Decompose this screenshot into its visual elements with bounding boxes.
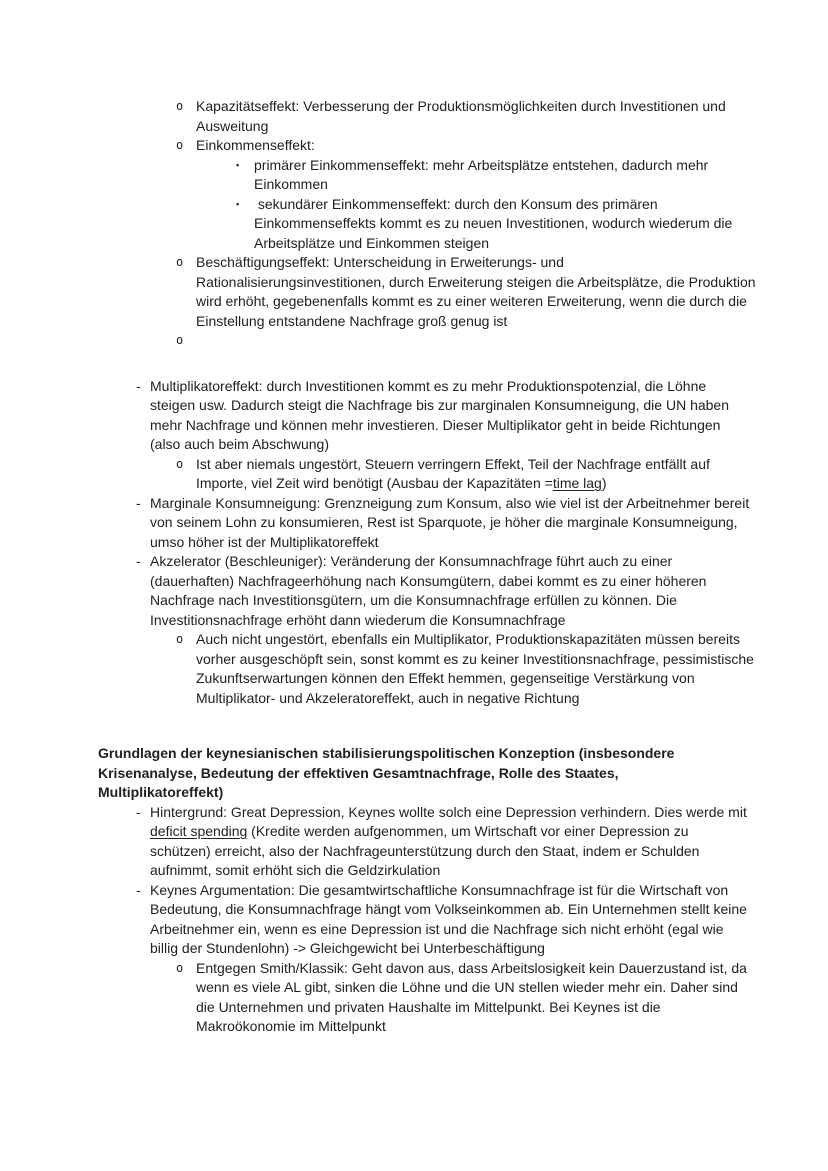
item-text (254, 195, 754, 254)
item-text (254, 156, 754, 195)
list-item (136, 377, 828, 455)
bullet-marker: o (176, 632, 184, 646)
list-item (176, 959, 828, 1037)
text-segment: Multiplikatoreffekt: durch Investitionen kommt es zu mehr Produktionspotenzial, die Löhne steigen usw. Dadurch steigt die Nachfrage bis zur marginalen Konsumneigung, die UN haben mehr Nachfrage und können mehr investieren. Dieser Multiplikator geht in beide Richtungen (also auch beim Abschwung) (150, 377, 733, 452)
bullet-marker: - (136, 881, 141, 898)
list-item (136, 494, 828, 553)
bullet-marker: - (136, 803, 141, 820)
item-text (196, 253, 760, 331)
text-segment: Kapazitätseffekt: Verbesserung der Produktionsmöglichkeiten durch Investitionen und Ausweitung (196, 98, 729, 134)
text-segment: Beschäftigungseffekt: Unterscheidung in Erweiterungs- und Rationalisierungsinvestitionen, durch Erweiterung steigen die Arbeitsplätze, die Produktion wird erhöht, gegebenenfalls kommt es zu einer weiteren Erweiterung, wenn die durch die Einstellung entstandene Nachfrage groß genug ist (196, 254, 760, 329)
text-segment: Marginale Konsumneigung: Grenzneigung zum Konsum, also wie viel ist der Arbeitnehmer bereit von seinem Lohn zu konsumieren, Rest ist Sparquote, je höher die marginale Konsumneigung, umso höher ist der Multiplikatoreffekt (150, 494, 754, 550)
bullet-marker: ▪ (236, 159, 240, 170)
list-item (136, 881, 828, 959)
bullet-marker: o (176, 456, 184, 471)
item-text (150, 803, 750, 881)
text-segment: ) (601, 475, 607, 491)
item-text (196, 136, 756, 156)
text-segment: (Kredite werden aufgenommen, um Wirtschaft vor einer Depression zu schützen) erreicht, also der Nachfrageunterstützung durch den Staat, indem er Schulden aufnimmt, somit erhöht sich die Geldzirkulation (150, 823, 704, 878)
item-text (196, 959, 756, 1037)
text-segment: Einkommenseffekt: (196, 137, 315, 153)
item-text (196, 97, 756, 136)
list-item (236, 195, 828, 254)
paragraph-spacer (98, 708, 828, 744)
item-text (196, 455, 756, 494)
list-item (136, 552, 828, 630)
list-item (176, 136, 828, 156)
text-segment: Akzelerator (Beschleuniger): Veränderung der Konsumnachfrage führt auch zu einer (dauerhaften) Nachfrageerhöhung nach Konsumgütern, dabei kommt es zu einer höheren Nachfrage nach Investitionsgütern, um die Konsumnachfrage erfüllen zu können. Die Investitionsnachfrage erhöht dann wiederum die Konsumnachfrage (150, 553, 711, 628)
document-heading (98, 744, 746, 803)
bullet-marker: - (136, 553, 141, 569)
bullet-marker: o (176, 255, 184, 269)
text-segment: Hintergrund: Great Depression, Keynes wollte solch eine Depression verhindern. Dies werde mit (150, 803, 751, 820)
list-item (176, 253, 828, 331)
bullet-marker: o (176, 99, 184, 113)
item-text (150, 494, 754, 553)
text-segment: Auch nicht ungestört, ebenfalls ein Multiplikator, Produktionskapazitäten müssen bereits vorher ausgeschöpft sein, sonst kommt es zu keiner Investitionsnachfrage, pessimistische Zukunftserwartungen können den Effekt hemmen, gegenseitige Verstärkung von Multiplikator- und Akzeleratoreffekt, auch in negative Richtung (196, 631, 758, 706)
bullet-marker: ▪ (236, 198, 240, 209)
list-item (176, 331, 828, 351)
paragraph-spacer (98, 351, 828, 377)
list-item (236, 156, 828, 195)
text-segment: Keynes Argumentation: Die gesamtwirtschaftliche Konsumnachfrage ist für die Wirtschaft von Bedeutung, die Konsumnachfrage hängt vom Volkseinkommen ab. Ein Unternehmen stellt keine Arbeitnehmer ein, wenn es eine Depression ist und die Nachfrage sich nicht erhöht (egal wie billig der Stundenlohn) -> Gleichgewicht bei Unterbeschäftigung (150, 881, 751, 956)
text-segment: sekundärer Einkommenseffekt: durch den Konsum des primären Einkommenseffekts kommt es zu neuen Investitionen, wodurch wiederum die Arbeitsplätze und Einkommen steigen (254, 195, 736, 251)
bullet-marker: - (136, 494, 141, 511)
text-segment: primärer Einkommenseffekt: mehr Arbeitsplätze entstehen, dadurch mehr Einkommen (254, 156, 713, 192)
bullet-marker: o (176, 960, 184, 975)
bullet-marker: - (136, 377, 141, 394)
list-item (176, 630, 828, 708)
text-segment: time lag (552, 475, 602, 491)
list-item (176, 455, 828, 494)
text-segment: Ist aber niemals ungestört, Steuern verringern Effekt, Teil der Nachfrage entfällt auf Importe, viel Zeit wird benötigt (Ausbau der Kapazitäten = (196, 455, 714, 491)
list-item (176, 97, 828, 136)
item-text (150, 552, 750, 630)
bullet-marker: o (176, 333, 184, 347)
text-segment: Grundlagen der keynesianischen stabilisierungspolitischen Konzeption (insbesondere Krisenanalyse, Bedeutung der effektiven Gesamtnachfrage, Rolle des Staates, Multiplikatoreffekt) (98, 745, 679, 800)
document-content (98, 97, 828, 1037)
bullet-marker: o (176, 138, 184, 152)
item-text (150, 881, 750, 959)
item-text (150, 377, 750, 455)
text-segment: Entgegen Smith/Klassik: Geht davon aus, dass Arbeitslosigkeit kein Dauerzustand ist, da wenn es viele AL gibt, sinken die Löhne und die UN stellen wieder mehr ein. Daher sind die Unternehmen und privaten Haushalte im Mittelpunkt. Bei Keynes ist die Makroökonomie im Mittelpunkt (196, 959, 751, 1034)
item-text (196, 630, 756, 708)
text-segment: deficit spending (150, 823, 248, 839)
list-item (136, 803, 828, 881)
